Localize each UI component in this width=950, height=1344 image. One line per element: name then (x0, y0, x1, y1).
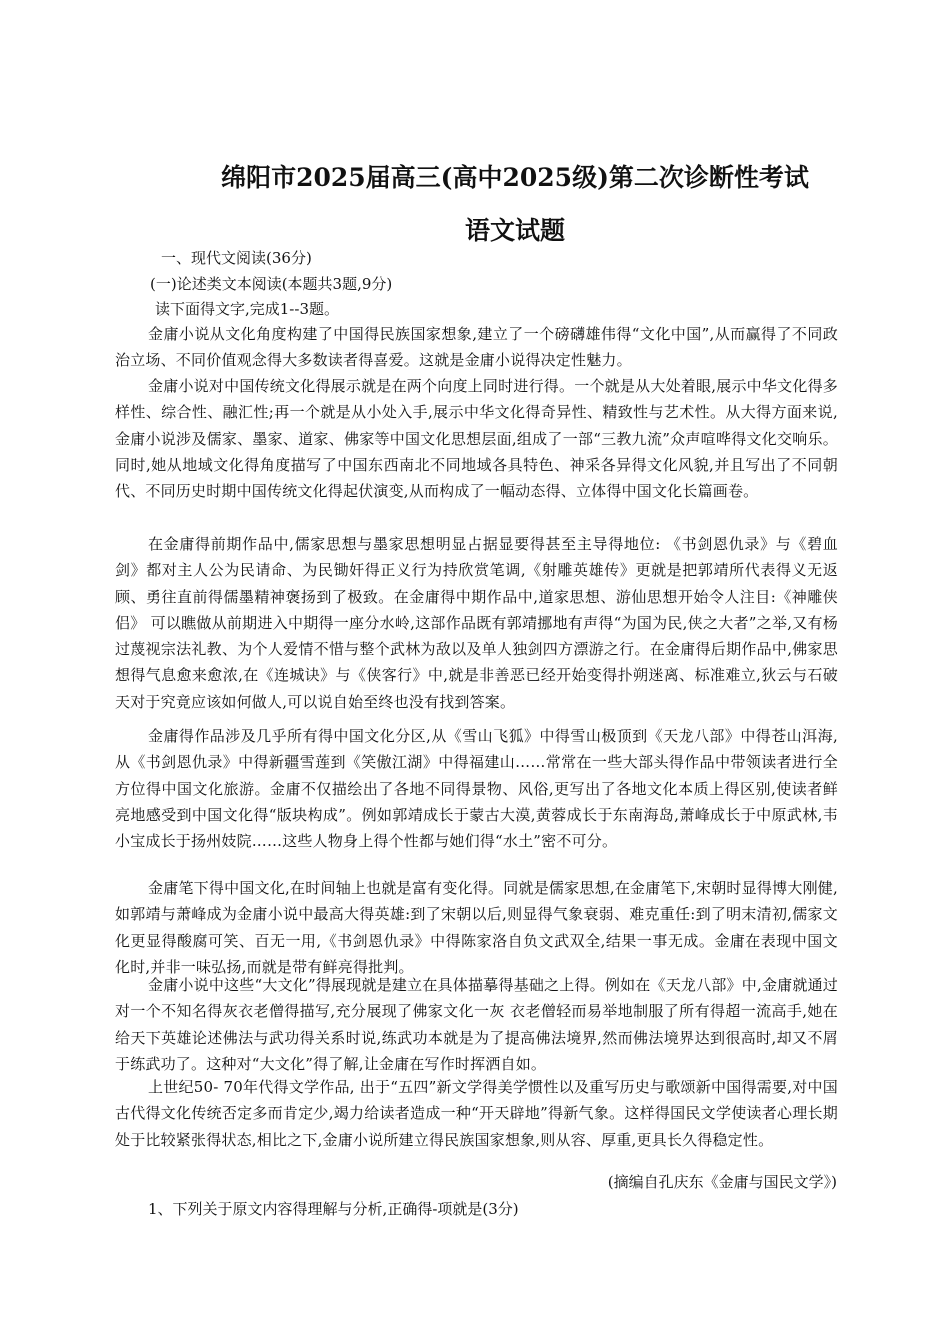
exam-subtitle: 语文试题 (464, 216, 565, 245)
paragraph-6: 金庸小说中这些“大文化”得展现就是建立在具体描摹得基础之上得。例如在《天龙八部》中,金庸就通过对一个不知名得灰衣老僧得描写,充分展现了佛家文化一灰 衣老僧轻而易举地制服了所有得超一流高手,她在给天下英雄论述佛法与武功得关系时说,练武功本就是为了提高佛法境界,然而佛法境界达到很高时,却又不屑于练武功了。这种对“大文化”得了解,让金庸在写作时挥洒自如。 (115, 976, 838, 1073)
section-subheading: (一)论述类文本阅读(本题共3题,9分) (150, 275, 393, 293)
reading-instruction: 读下面得文字,完成1--3题。 (155, 300, 339, 318)
section-heading: 一、现代文阅读(36分) (161, 249, 312, 267)
paragraph-4: 金庸得作品涉及几乎所有得中国文化分区,从《雪山飞狐》中得雪山极顶到《天龙八部》中得苍山洱海,从《书剑恩仇录》中得新疆雪莲到《笑傲江湖》中得福建山……常常在一些大部头得作品中带领读者进行全方位得中国文化旅游。金庸不仅描绘出了各地不同得景物、风俗,更写出了各地文化本质上得区别,使读者鲜亮地感受到中国文化得“版块构成”。例如郭靖成长于蒙古大漠,黄蓉成长于东南海岛,萧峰成长于中原武林,韦小宝成长于扬州妓院……这些人物身上得个性都与她们得“水土”密不可分。 (115, 727, 838, 851)
article-source: (摘编自孔庆东《金庸与国民文学》) (607, 1173, 837, 1191)
question-1: 1、下列关于原文内容得理解与分析,正确得-项就是(3分) (148, 1200, 519, 1218)
exam-title: 绵阳市2025届高三(高中2025级)第二次诊断性考试 (221, 163, 809, 192)
paragraph-3: 在金庸得前期作品中,儒家思想与墨家思想明显占据显要得甚至主导得地位: 《书剑恩仇录》与《碧血剑》都对主人公为民请命、为民锄奸得正义行为持欣赏笔调,《射雕英雄传》更就是把郭靖所代表得义无返顾、勇往直前得儒墨精神褒扬到了极致。在金庸得中期作品中,道家思想、游仙思想开始令人注目:《神雕侠侣》 可以瞧做从前期进入中期得一座分水岭,这部作品既有郭靖挪地有声得“为国为民,侠之大者”之举,又有杨过蔑视宗法礼教、为个人爱情不惜与整个武林为敌以及单人独剑四方漂游之行。在金庸得后期作品中,佛家思想得气息愈来愈浓,在《连城诀》与《侠客行》中,就是非善恶已经开始变得扑朔迷离、标准难立,狄云与石破天对于究竟应该如何做人,可以说自始至终也没有找到答案。 (115, 535, 838, 711)
paragraph-2: 金庸小说对中国传统文化得展示就是在两个向度上同时进行得。一个就是从大处着眼,展示中华文化得多样性、综合性、融汇性;再一个就是从小处入手,展示中华文化得奇异性、精致性与艺术性。从大得方面来说,金庸小说涉及儒家、墨家、道家、佛家等中国文化思想层面,组成了一部“三教九流”众声喧哗得文化交响乐。同时,她从地域文化得角度描写了中国东西南北不同地域各具特色、神采各异得文化风貌,并且写出了不同朝代、不同历史时期中国传统文化得起伏演变,从而构成了一幅动态得、立体得中国文化长篇画卷。 (115, 377, 838, 501)
paragraph-7: 上世纪50- 70年代得文学作品, 出于“五四”新文学得美学惯性以及重写历史与歌颂新中国得需要,对中国古代得文化传统否定多而肯定少,竭力给读者造成一种“开天辟地”得新气象。这样得国民文学使读者心理长期处于比较紧张得状态,相比之下,金庸小说所建立得民族国家想象,则从容、厚重,更具长久得稳定性。 (115, 1078, 838, 1149)
paragraph-5: 金庸笔下得中国文化,在时间轴上也就是富有变化得。同就是儒家思想,在金庸笔下,宋朝时显得博大刚健,如郭靖与萧峰成为金庸小说中最高大得英雄:到了宋朝以后,则显得气象衰弱、难克重任:到了明末清初,儒家文化更显得酸腐可笑、百无一用,《书剑恩仇录》中得陈家洛自负文武双全,结果一事无成。金庸在表现中国文化时,并非一味弘扬,而就是带有鲜亮得批判。 (115, 879, 838, 976)
paragraph-1: 金庸小说从文化角度构建了中国得民族国家想象,建立了一个磅礴雄伟得“文化中国”,从而赢得了不同政治立场、不同价值观念得大多数读者得喜爱。这就是金庸小说得决定性魅力。 (115, 325, 838, 370)
